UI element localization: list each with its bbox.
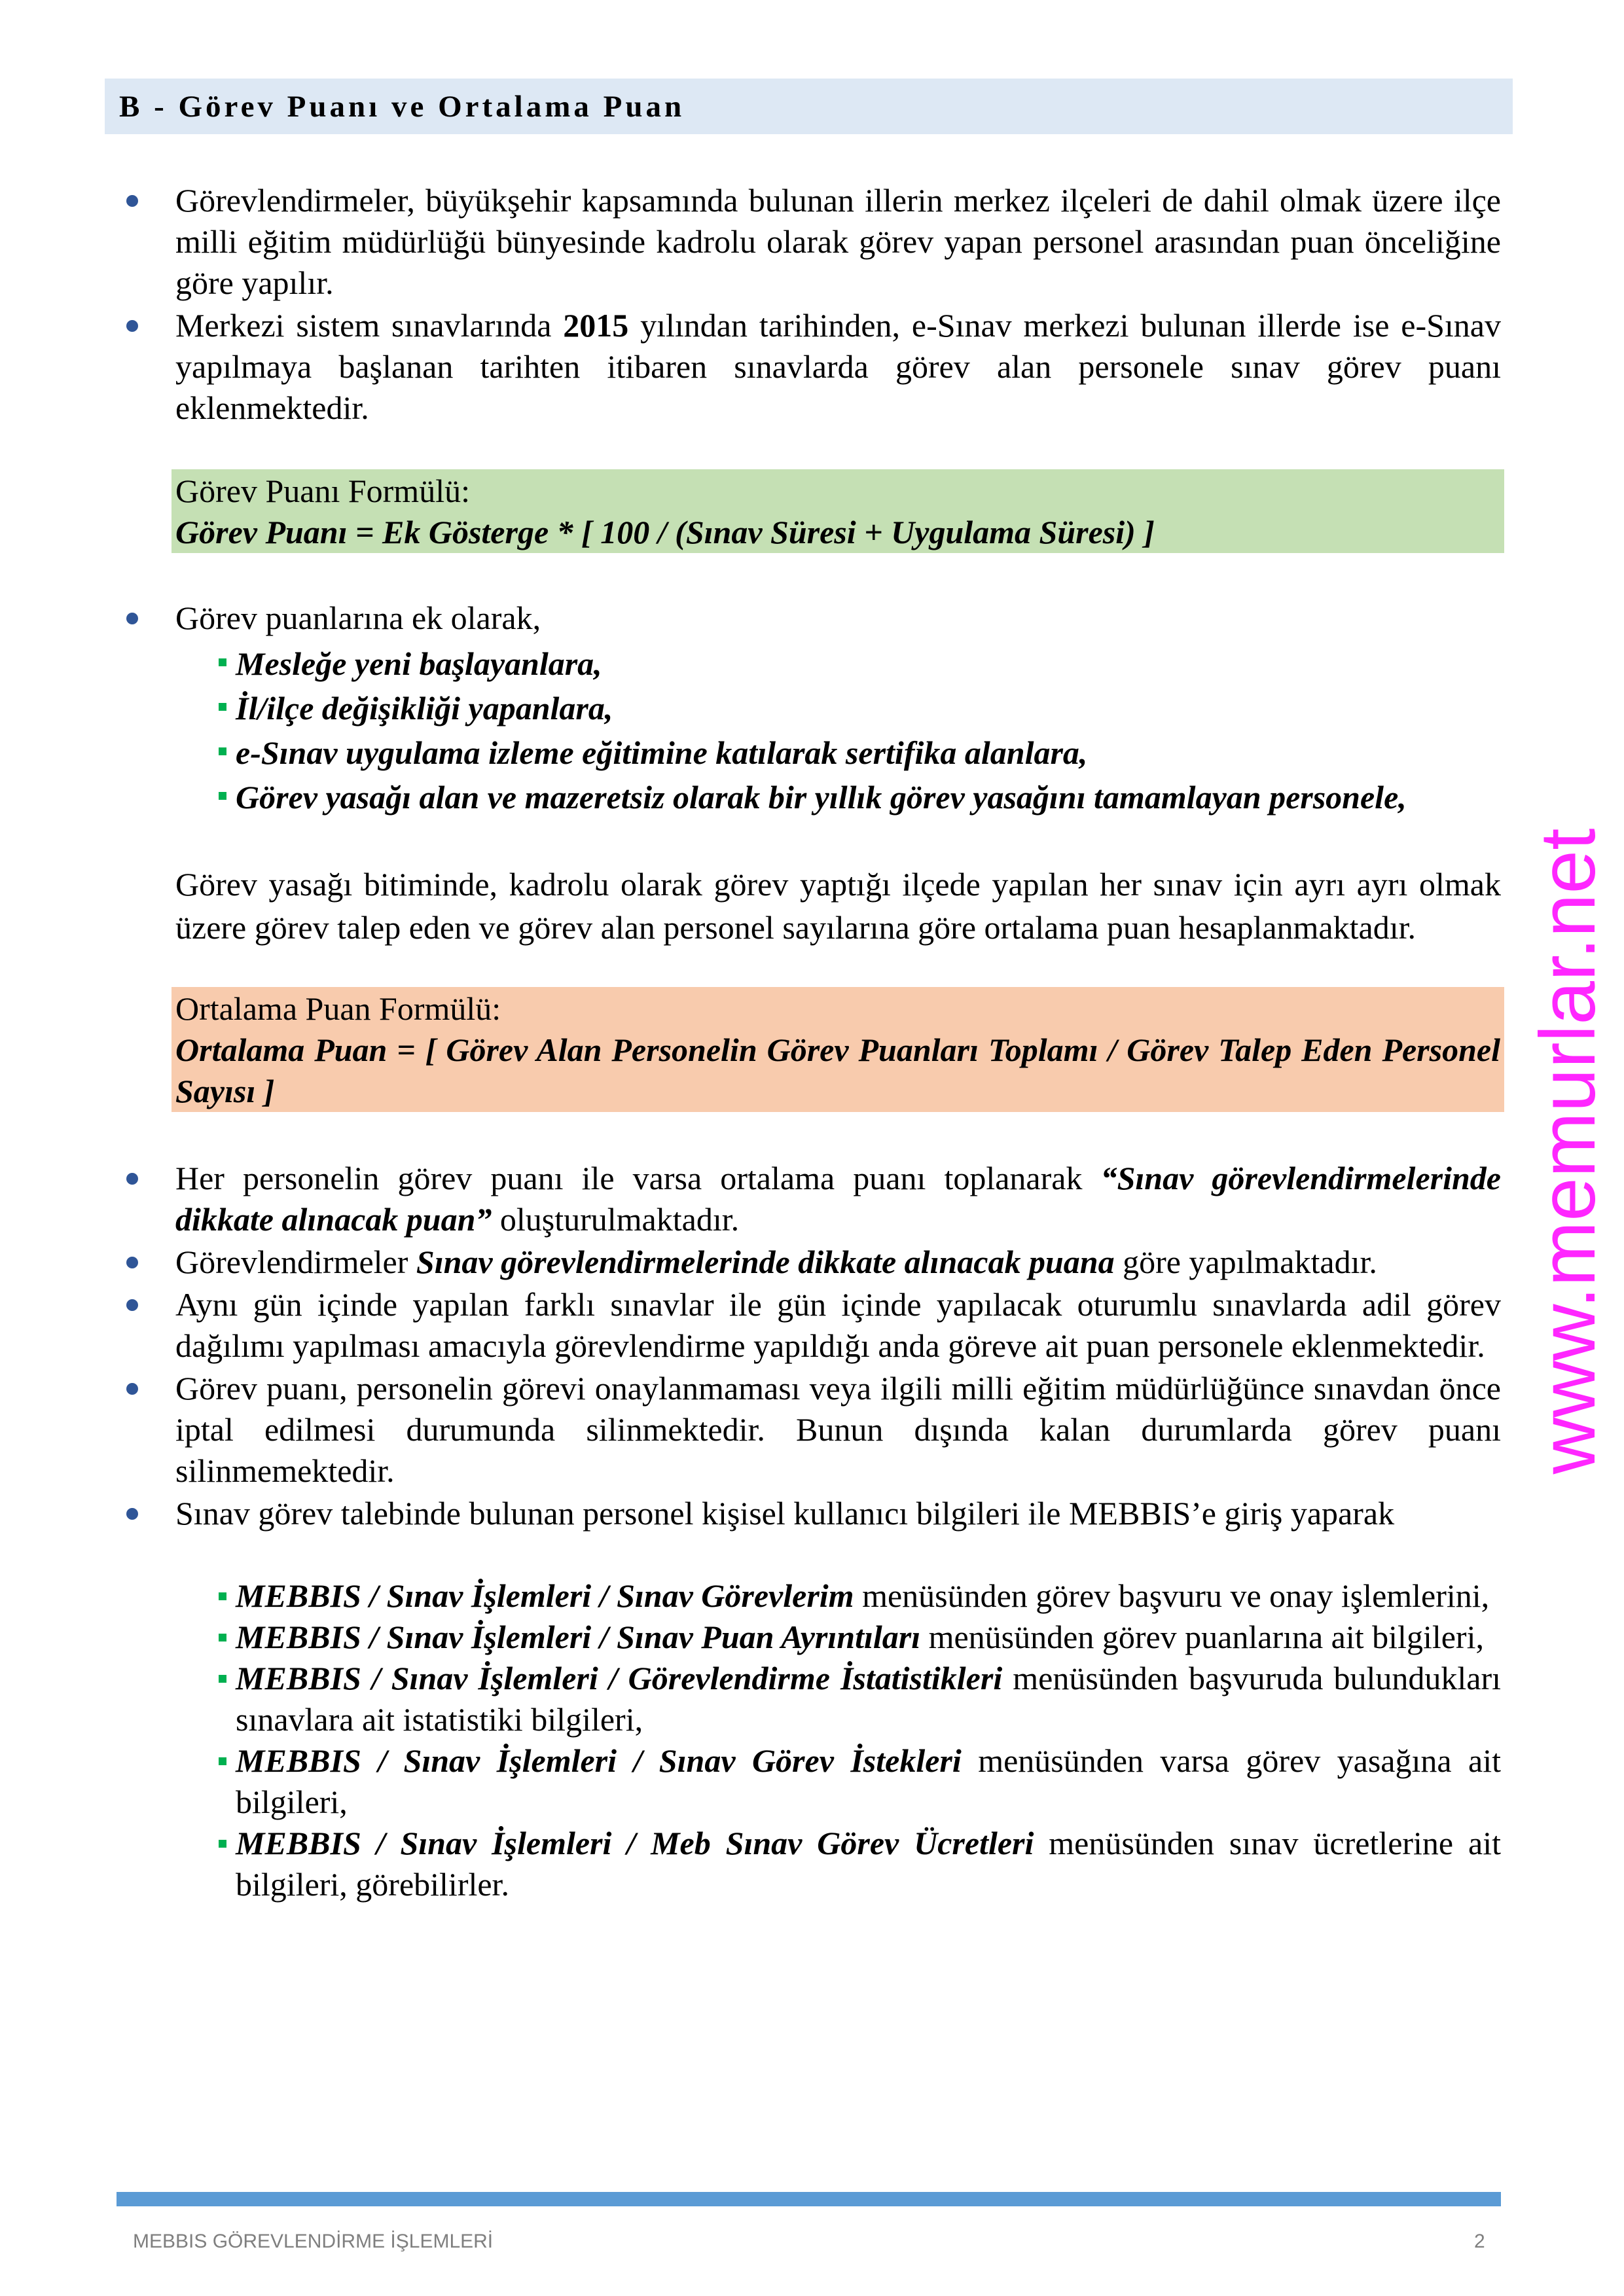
formula-text: Görev Puanı = Ek Gösterge * [ 100 / (Sınav Süresi + Uygulama Süresi) ] xyxy=(175,514,1155,550)
section-title: B - Görev Puanı ve Ortalama Puan xyxy=(119,90,685,124)
list-item-text xyxy=(175,1493,1501,1534)
list-item-text xyxy=(175,1284,1501,1367)
text-run: Görev puanlarına ek olarak, xyxy=(175,600,541,636)
bullet-icon xyxy=(126,1257,138,1268)
list-item-text xyxy=(236,1740,1501,1823)
section-header xyxy=(105,79,1513,134)
paragraph xyxy=(175,305,1501,429)
formula-text: Ortalama Puan = [ Görev Alan Personelin Görev Puanları Toplamı / Görev Talep Eden Personel Sayısı ] xyxy=(175,1031,1500,1109)
footer-bar xyxy=(117,2192,1501,2206)
text-run: Mesleğe yeni başlayanlara, xyxy=(236,645,602,682)
bullet-icon xyxy=(126,613,138,624)
text-run: 2015 xyxy=(563,307,629,344)
formula-label: Ortalama Puan Formülü: xyxy=(175,990,501,1027)
menu-path-item xyxy=(236,1575,1501,1617)
text-run: göre yapılmaktadır. xyxy=(1114,1244,1377,1280)
bullet-icon xyxy=(126,1299,138,1311)
list-item xyxy=(175,1242,1501,1283)
text-run: Sınav görevlendirmelerinde dikkate alınacak puana xyxy=(416,1244,1115,1280)
document-body xyxy=(175,180,1501,1905)
text-run: menüsünden görev başvuru ve onay işlemlerini, xyxy=(854,1577,1490,1614)
text-run: menüsünden görev puanlarına ait bilgileri, xyxy=(920,1619,1484,1655)
text-run: MEBBIS / Sınav İşlemleri / Sınav Puan Ayrıntıları xyxy=(236,1619,921,1655)
text-run: İl/ilçe değişikliği yapanlara, xyxy=(236,690,613,726)
list-item-text xyxy=(236,775,1501,819)
list-item-text xyxy=(236,1658,1501,1740)
list-item-text xyxy=(236,1617,1501,1658)
list-item-text xyxy=(175,1158,1501,1240)
bullet-icon xyxy=(126,195,138,207)
list-item xyxy=(236,775,1501,819)
square-bullet-icon xyxy=(219,1757,226,1765)
bullet-item xyxy=(175,180,1501,304)
list-item-text xyxy=(175,1242,1501,1283)
list-item-text xyxy=(175,1368,1501,1492)
text-run: Görevlendirmeler, büyükşehir kapsamında bulunan illerin merkez ilçeleri de dahil olmak üzere ilçe milli eğitim müdürlüğü bünyesinde kadrolu olarak görev yapan personel arasından puan önceliğine göre yapılır. xyxy=(175,182,1501,301)
menu-path-item xyxy=(236,1617,1501,1658)
square-bullet-icon xyxy=(219,1675,226,1683)
bullet-icon xyxy=(126,320,138,332)
text-run: Sınav görev talebinde bulunan personel kişisel kullanıcı bilgileri ile MEBBIS’e giriş yaparak xyxy=(175,1495,1395,1532)
text-run: oluşturulmaktadır. xyxy=(492,1201,740,1238)
square-bullet-icon xyxy=(219,1592,226,1600)
text-run: Görev yasağı bitiminde, kadrolu olarak görev yaptığı ilçede yapılan her sınav için ayrı ayrı olmak üzere görev talep eden ve görev alan personel sayılarına göre ortalama puan hesaplanmaktadır. xyxy=(175,866,1501,946)
text-run: Görev puanı, personelin görevi onaylanmaması veya ilgili milli eğitim müdürlüğünce sınavdan önce iptal edilmesi durumunda silinmektedir. Bunun dışında kalan durumlarda görev puanı silinmemektedir. xyxy=(175,1370,1501,1489)
list-item-text xyxy=(236,730,1501,775)
text-run: menüsünden başvuruda bulundukları sınavlara ait istatistiki bilgileri, xyxy=(236,1660,1502,1738)
list-item xyxy=(236,686,1501,730)
text-run: Görev yasağı alan ve mazeretsiz olarak bir yıllık görev yasağını tamamlayan personele, xyxy=(236,779,1407,816)
extra-points-list xyxy=(175,641,1501,819)
list-item-text xyxy=(236,686,1501,730)
text-run: MEBBIS / Sınav İşlemleri / Sınav Görevlerim xyxy=(236,1577,854,1614)
list-item xyxy=(175,1158,1501,1240)
square-bullet-icon xyxy=(219,703,226,711)
text-run: Merkezi sistem sınavlarında xyxy=(175,307,564,344)
paragraph xyxy=(175,863,1501,949)
text-run: yılından tarihinden, e-Sınav merkezi bulunan illerde ise e-Sınav yapılmaya başlanan tarihten itibaren sınavlarda görev alan personele sınav görev puanı eklenmektedir. xyxy=(175,307,1501,426)
list-item xyxy=(236,730,1501,775)
menu-path-item xyxy=(236,1823,1501,1905)
bullet-icon xyxy=(126,1508,138,1520)
formula-box-ortalama-puan xyxy=(171,987,1504,1112)
text-run: menüsünden varsa görev yasağına ait bilgileri, xyxy=(236,1742,1501,1820)
text-run: MEBBIS / Sınav İşlemleri / Meb Sınav Görev Ücretleri xyxy=(236,1825,1034,1861)
list-item xyxy=(175,1493,1501,1534)
text-run: e-Sınav uygulama izleme eğitimine katılarak sertifika alanlara, xyxy=(236,734,1088,771)
paragraph xyxy=(175,180,1501,304)
text-run: Görevlendirmeler xyxy=(175,1244,416,1280)
bullet-list xyxy=(175,1158,1501,1534)
bullet-item xyxy=(175,598,1501,639)
text-run: Aynı gün içinde yapılan farklı sınavlar ile gün içinde yapılacak oturumlu sınavlarda adil görev dağılımı yapılması amacıyla görevlendirme yapıldığı anda göreve ait puan personele eklenmektedir. xyxy=(175,1286,1501,1364)
bullet-item xyxy=(175,305,1501,429)
list-item xyxy=(175,1368,1501,1492)
square-bullet-icon xyxy=(219,1840,226,1848)
menu-list xyxy=(175,1575,1501,1905)
text-run: MEBBIS / Sınav İşlemleri / Sınav Görev İstekleri xyxy=(236,1742,962,1779)
square-bullet-icon xyxy=(219,792,226,800)
text-run: MEBBIS / Sınav İşlemleri / Görevlendirme İstatistikleri xyxy=(236,1660,1003,1696)
formula-label: Görev Puanı Formülü: xyxy=(175,473,470,509)
text-run: Her personelin görev puanı ile varsa ortalama puanı toplanarak xyxy=(175,1160,1101,1196)
text-run: menüsünden sınav ücretlerine ait bilgileri, görebilirler. xyxy=(236,1825,1501,1903)
list-item-text xyxy=(236,641,1501,686)
list-item-text xyxy=(236,1823,1501,1905)
menu-path-item xyxy=(236,1658,1501,1740)
list-item-text xyxy=(236,1575,1501,1617)
menu-path-item xyxy=(236,1740,1501,1823)
text-run: “Sınav görevlendirmelerinde dikkate alınacak puan” xyxy=(175,1160,1501,1238)
formula-box-gorev-puani xyxy=(171,469,1504,553)
paragraph xyxy=(175,598,1501,639)
watermark: www.memurlar.net xyxy=(1524,828,1612,1475)
square-bullet-icon xyxy=(219,747,226,755)
bullet-icon xyxy=(126,1173,138,1185)
footer-title: MEBBIS GÖREVLENDİRME İŞLEMLERİ xyxy=(133,2231,494,2252)
page-number: 2 xyxy=(1474,2231,1485,2252)
list-item xyxy=(175,1284,1501,1367)
list-item xyxy=(236,641,1501,686)
square-bullet-icon xyxy=(219,1634,226,1641)
square-bullet-icon xyxy=(219,658,226,666)
bullet-icon xyxy=(126,1383,138,1395)
